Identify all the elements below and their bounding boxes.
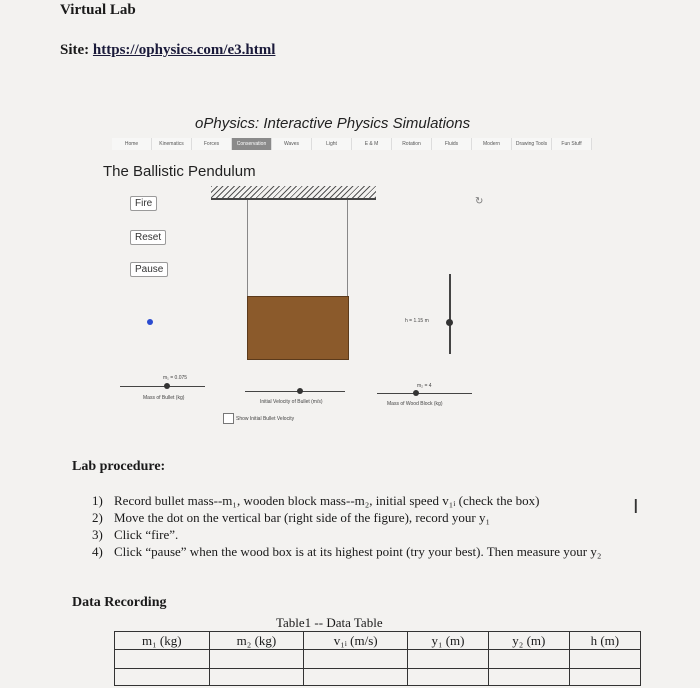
column-header: m₂ (kg) [209, 632, 304, 650]
table-cell[interactable] [115, 650, 210, 669]
simulation-title: The Ballistic Pendulum [103, 163, 256, 180]
table-cell[interactable] [304, 669, 408, 686]
data-recording-heading: Data Recording [72, 595, 167, 610]
ophysics-navbar [112, 138, 592, 150]
nav-item-modern[interactable]: Modern [472, 138, 512, 150]
show-velocity-checkbox[interactable] [223, 413, 234, 424]
data-table [114, 631, 641, 686]
column-header: m₁ (kg) [115, 632, 210, 650]
table-row [115, 669, 641, 686]
velocity-label: Initial Velocity of Bullet (m/s) [260, 399, 323, 405]
step-number: 4) [92, 544, 103, 559]
pause-button[interactable]: Pause [130, 262, 168, 277]
step-number: 3) [92, 527, 103, 542]
table-cell[interactable] [209, 650, 304, 669]
velocity-knob[interactable] [297, 388, 303, 394]
procedure-step [92, 509, 652, 526]
table-cell[interactable] [569, 650, 640, 669]
column-header: h (m) [569, 632, 640, 650]
wood-mass-knob[interactable] [413, 390, 419, 396]
reset-button[interactable]: Reset [130, 230, 166, 245]
bullet-dot [147, 319, 153, 325]
table-cell[interactable] [408, 650, 489, 669]
nav-item-drawing-tools[interactable]: Drawing Tools [512, 138, 552, 150]
nav-item-light[interactable]: Light [312, 138, 352, 150]
bullet-mass-slider[interactable] [120, 386, 205, 387]
table-cell[interactable] [488, 669, 569, 686]
wood-mass-label: Mass of Wood Block (kg) [387, 401, 443, 407]
table-caption: Table1 -- Data Table [276, 615, 383, 630]
procedure-step [92, 492, 652, 509]
fire-button[interactable]: Fire [130, 196, 157, 211]
pendulum-string-left [247, 200, 248, 310]
pendulum-string-right [347, 200, 348, 310]
table-cell[interactable] [408, 669, 489, 686]
procedure-step [92, 526, 652, 543]
ophysics-title: oPhysics: Interactive Physics Simulations [195, 115, 471, 132]
show-velocity-label: Show Initial Bullet Velocity [236, 416, 295, 422]
column-header: y₁ (m) [408, 632, 489, 650]
refresh-icon[interactable]: ↻ [475, 196, 484, 207]
site-line [60, 42, 275, 59]
procedure-step [92, 543, 652, 560]
procedure-heading: Lab procedure: [72, 459, 166, 474]
procedure-steps [92, 492, 652, 560]
bullet-mass-knob[interactable] [164, 383, 170, 389]
site-link[interactable]: https://ophysics.com/e3.html [92, 42, 276, 58]
bullet-mass-value: m₁ = 0.075 [163, 375, 188, 381]
ceiling [211, 186, 376, 200]
table-row [115, 650, 641, 669]
nav-item-forces[interactable]: Forces [192, 138, 232, 150]
nav-item-conservation[interactable]: Conservation [232, 138, 272, 150]
wood-block [247, 296, 349, 360]
page-title: Virtual Lab [60, 2, 136, 18]
nav-item-fluids[interactable]: Fluids [432, 138, 472, 150]
table-header-row [115, 632, 641, 650]
nav-item-rotation[interactable]: Rotation [392, 138, 432, 150]
table-cell[interactable] [115, 669, 210, 686]
step-text: Record bullet mass--m₁, wooden block mass--m₂, initial speed v₁ᵢ (check the box) [114, 493, 540, 508]
table-cell[interactable] [488, 650, 569, 669]
step-number: 1) [92, 493, 103, 508]
step-number: 2) [92, 510, 103, 525]
height-drag-dot[interactable] [446, 319, 453, 326]
velocity-slider[interactable] [245, 391, 345, 392]
step-text: Click “pause” when the wood box is at its highest point (try your best). Then measure your y₂ [114, 544, 602, 559]
nav-item-fun-stuff[interactable]: Fun Stuff [552, 138, 592, 150]
site-label: Site: [60, 42, 90, 58]
nav-item-waves[interactable]: Waves [272, 138, 312, 150]
column-header: y₂ (m) [488, 632, 569, 650]
height-vertical-bar[interactable] [449, 274, 451, 354]
simulation-canvas [115, 186, 510, 436]
height-readout: h = 1.15 m [405, 318, 429, 324]
table-cell[interactable] [569, 669, 640, 686]
table-cell[interactable] [304, 650, 408, 669]
step-text: Click “fire”. [114, 527, 179, 542]
step-text: Move the dot on the vertical bar (right side of the figure), record your y₁ [114, 510, 490, 525]
nav-item-home[interactable]: Home [112, 138, 152, 150]
wood-mass-value: m₂ = 4 [417, 383, 432, 389]
nav-item-e-m[interactable]: E & M [352, 138, 392, 150]
table-cell[interactable] [209, 669, 304, 686]
text-cursor-icon: I [633, 496, 639, 518]
wood-mass-slider[interactable] [377, 393, 472, 394]
nav-item-kinematics[interactable]: Kinematics [152, 138, 192, 150]
column-header: v₁ᵢ (m/s) [304, 632, 408, 650]
bullet-mass-label: Mass of Bullet (kg) [143, 395, 185, 401]
